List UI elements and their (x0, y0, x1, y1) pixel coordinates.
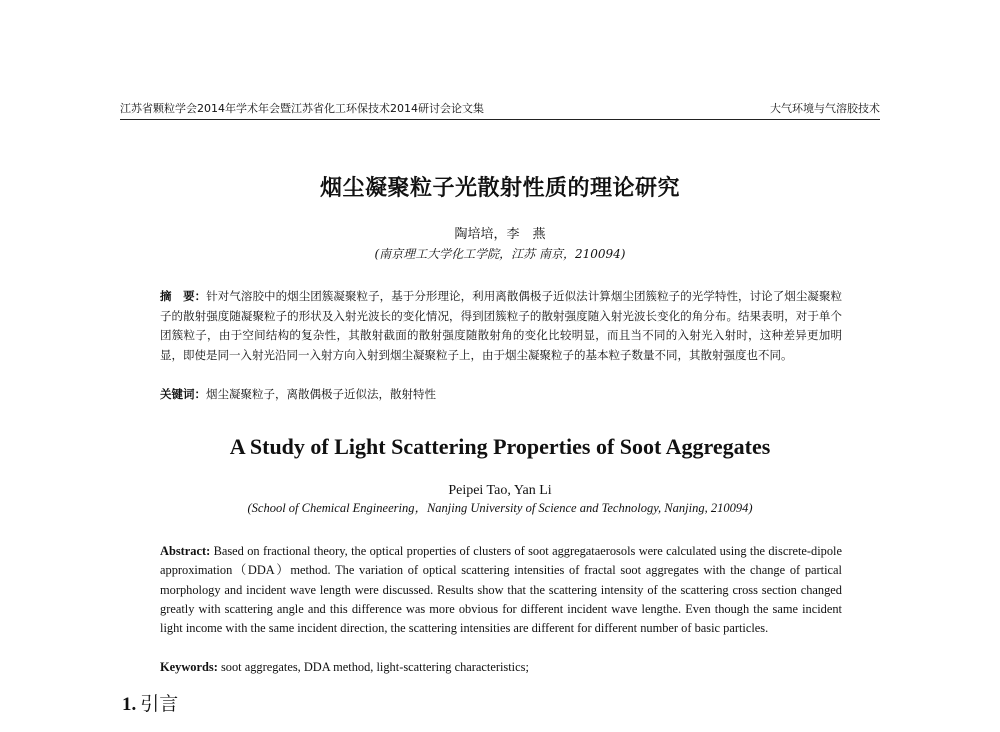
abstract-english-label: Abstract: (160, 544, 211, 558)
authors-chinese: 陶培培，李 燕 (454, 227, 546, 242)
abstract-english (160, 542, 842, 638)
keywords-english (160, 658, 842, 676)
running-header-right: 大气环境与气溶胶技术 (770, 102, 880, 115)
keywords-chinese-label: 关键词： (160, 387, 206, 401)
paper-title-english: A Study of Light Scattering Properties of Soot Aggregates (229, 434, 771, 459)
running-header (120, 101, 880, 120)
keywords-english-label: Keywords: (160, 660, 218, 674)
abstract-english-text: Based on fractional theory, the optical properties of clusters of soot aggregataerosols were calculated using the discrete-dipole approximation（DDA）method. The variation of optical scattering intensities of fractal soot aggregates with the change of partical morphology and incident wave length were discussed. Results show that the scattering intensity of the scattering cross section changed greatly with scattering angle and this difference was more obvious for different incident wave lengthe. Even though the same incident light income with the same incident direction, the scattering intensities are different for different number of basic particles. (160, 544, 842, 636)
affiliation-chinese: (南京理工大学化工学院，江苏 南京，210094) (374, 247, 626, 261)
paper-title-chinese: 烟尘凝聚粒子光散射性质的理论研究 (319, 176, 680, 201)
abstract-chinese-label: 摘 要： (160, 289, 207, 303)
keywords-chinese-text: 烟尘凝聚粒子，离散偶极子近似法，散射特性 (206, 387, 436, 401)
section-number: 1. (122, 694, 137, 715)
running-header-left: 江苏省颗粒学会2014年学术年会暨江苏省化工环保技术2014研讨会论文集 (120, 102, 484, 115)
keywords-english-text: soot aggregates, DDA method, light-scattering characteristics; (220, 660, 529, 674)
authors-english: Peipei Tao, Yan Li (448, 483, 552, 498)
abstract-chinese (160, 287, 842, 365)
abstract-chinese-text: 针对气溶胶中的烟尘团簇凝聚粒子，基于分形理论，利用离散偶极子近似法计算烟尘团簇粒子的光学特性，讨论了烟尘凝聚粒子的散射强度随凝聚粒子的形状及入射光波长的变化情况，得到团簇粒子的散射强度随入射光波长变化的角分布。结果表明，对于单个团簇粒子，由于空间结构的复杂性，其散射截面的散射强度随散射角的变化比较明显，而且当不同的入射光入射时，这种差异更加明显，即使是同一入射光沿同一入射方向入射到烟尘凝聚粒子上，由于烟尘凝聚粒子的基本粒子数量不同，其散射强度也不同。 (160, 289, 843, 362)
section-title: 引言 (140, 693, 179, 715)
affiliation-english: (School of Chemical Engineering，Nanjing University of Science and Technology, Nanjing, 210094) (247, 501, 753, 515)
section-heading-introduction (122, 692, 178, 717)
keywords-chinese (160, 385, 842, 403)
